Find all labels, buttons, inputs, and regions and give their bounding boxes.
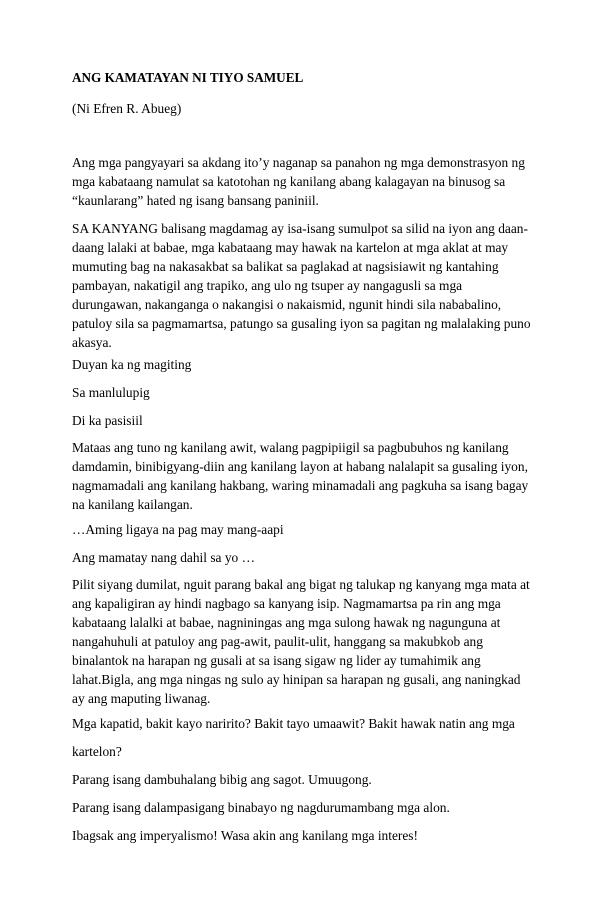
dialogue-line: Mga kapatid, bakit kayo naririto? Bakit tayo umaawit? Bakit hawak natin ang mga [72,716,515,731]
dialogue-line: kartelon? [72,744,122,759]
paragraph: SA KANYANG balisang magdamag ay isa-isang sumulpot sa silid na iyon ang daan-daang lalaki at babae, mga kabataang may hawak na kartelon at mga aklat at may mumuting bag na nakasakbat sa balikat sa paglakad at nagsisiawit ng kantahing pambayan, nakatigil ang trapiko, ang ulo ng tsuper ay nangagusli sa mga durungawan, nakanganga o nakangisi o nakaismid, ngunit hindi sila nababalino, patuloy sila sa pagmamartsa, patungo sa gusaling iyon sa pagitan ng malalaking puno akasya. [72,221,531,350]
paragraph-intro: Ang mga pangyayari sa akdang ito’y naganap sa panahon ng mga demonstrasyon ng mga kabataang namulat sa katotohan ng kanilang abang kalagayan na binusog sa “kaunlarang” hated ng isang bansang paniniil. [72,155,525,208]
song-line: Di ka pasisiil [72,413,143,428]
song-line: Sa manlulupig [72,385,150,400]
paragraph: Mataas ang tuno ng kanilang awit, walang pagpipiigil sa pagbubuhos ng kanilang damdamin, binibigyang-diin ang kanilang layon at habang nalalapit sa gusaling iyon, nagmamadali ang kanilang hakbang, waring minamadali ang pagkuha sa isang bagay na kanilang kailangan. [72,440,529,512]
paragraph: Parang isang dambuhalang bibig ang sagot. Umuugong. [72,772,372,787]
paragraph: Ibagsak ang imperyalismo! Wasa akin ang kanilang mga interes! [72,828,418,843]
document-title: ANG KAMATAYAN NI TIYO SAMUEL [72,70,304,85]
song-line: Duyan ka ng magiting [72,357,192,372]
document-author: (Ni Efren R. Abueg) [72,101,182,116]
paragraph: Pilit siyang dumilat, nguit parang bakal ang bigat ng talukap ng kanyang mga mata at ang kapaligiran ay hindi nagbago sa kanyang isip. Nagmamartsa pa rin ang mga kabataang lalalki at babae, nagniningas ang mga sulong hawak ng nagunguna at nangahuhuli at patuloy ang pag-awit, paulit-ulit, hanggang sa makubkob ang binalantok na harapan ng gusali at sa isang sigaw ng lider ay tumahimik ang lahat.Bigla, ang mga ningas ng sulo ay hinipan sa harapan ng gusali, ang naningkad ay ang maputing liwanag. [72,577,530,706]
song-line: …Aming ligaya na pag may mang-aapi [72,522,284,537]
song-line: Ang mamatay nang dahil sa yo … [72,550,255,565]
paragraph: Parang isang dalampasigang binabayo ng nagdurumambang mga alon. [72,800,450,815]
